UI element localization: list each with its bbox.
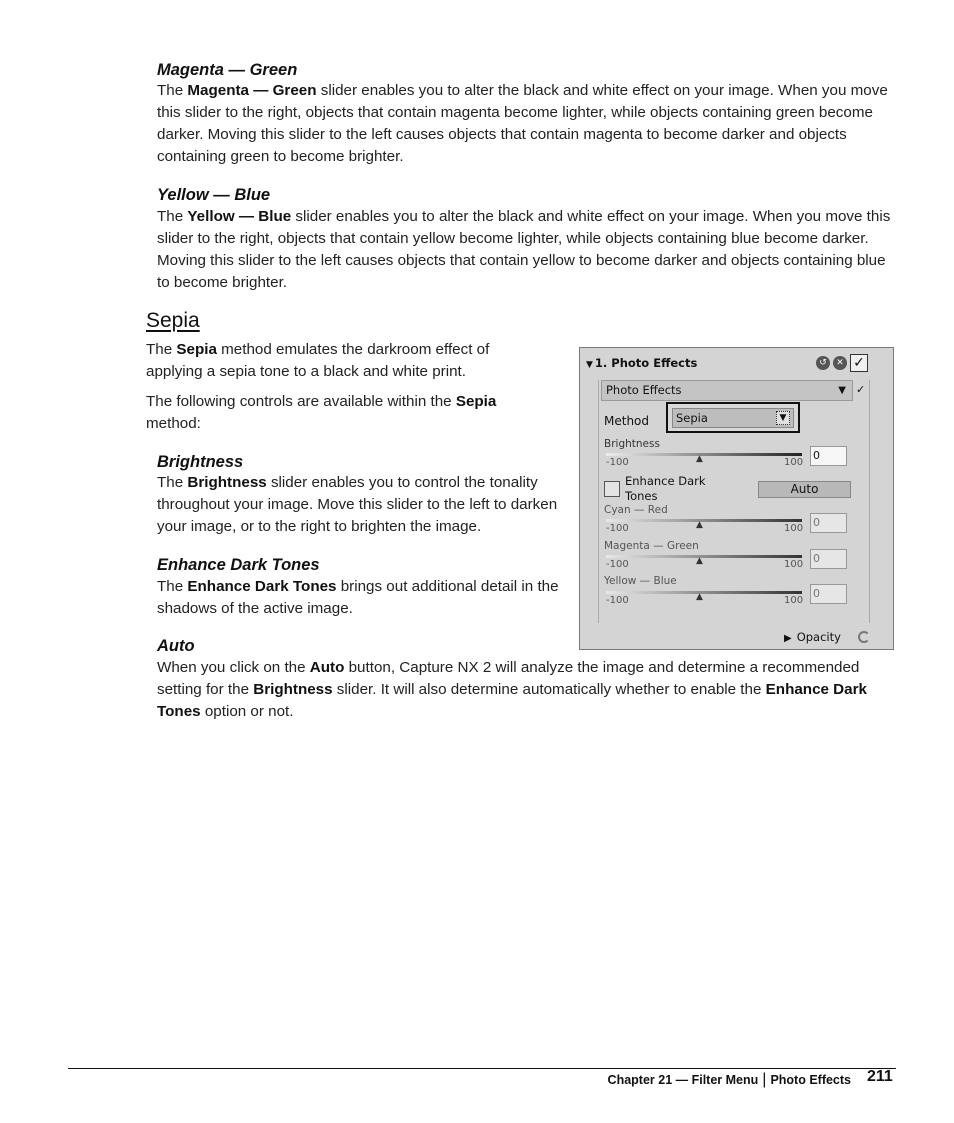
- brightness-range-min: -100: [606, 457, 629, 468]
- method-highlight-box: [666, 402, 800, 433]
- page-number: 211: [867, 1068, 893, 1085]
- magenta-green-paragraph: The Magenta — Green slider enables you to alter the black and white effect on your image. When you move this slider to the right, objects that contain magenta become lighter, while objects containing green become darker. Moving this slider to the left causes objects that contain magenta to become darker and objects containing green to become brighter.: [157, 82, 888, 165]
- sepia-intro-paragraph: The Sepia method emulates the darkroom effect of applying a sepia tone to a black and white print.: [146, 341, 490, 380]
- delete-icon[interactable]: ✕: [833, 356, 847, 370]
- magenta-green-range-min: -100: [606, 559, 629, 570]
- magenta-green-value-field[interactable]: 0: [810, 549, 847, 569]
- auto-paragraph: When you click on the Auto button, Capture NX 2 will analyze the image and determine a recommended setting for the Brightness slider. It will also determine automatically whether to enable the Enhance Dark Tones option or not.: [157, 659, 867, 720]
- brightness-range-max: 100: [784, 457, 804, 468]
- yellow-blue-slider-label: Yellow — Blue: [604, 575, 677, 587]
- magenta-green-slider-track[interactable]: [606, 555, 802, 558]
- effect-type-select[interactable]: Photo Effects ▼: [601, 380, 853, 401]
- sepia-controls-paragraph: The following controls are available within the Sepia method:: [146, 393, 497, 432]
- yellow-blue-heading: Yellow — Blue: [157, 186, 271, 204]
- yellow-blue-paragraph: The Yellow — Blue slider enables you to alter the black and white effect on your image. When you move this slider to the right, objects that contain yellow become lighter, while objects containing blue become darker. Moving this slider to the left causes objects that contain yellow to become darker and objects containing blue to become brighter.: [157, 208, 891, 291]
- expand-triangle-icon: ▶: [784, 633, 792, 644]
- auto-heading: Auto: [157, 637, 195, 655]
- enhance-dark-tones-heading: Enhance Dark Tones: [157, 556, 320, 574]
- panel-title[interactable]: ▼ 1. Photo Effects: [586, 356, 698, 370]
- opacity-circle-icon[interactable]: [858, 631, 870, 643]
- brightness-paragraph: The Brightness slider enables you to control the tonality throughout your image. Move this slider to the left to darken your image, or to the right to brighten the image.: [157, 474, 558, 535]
- collapse-triangle-icon[interactable]: ▼: [586, 360, 593, 370]
- yellow-blue-range-max: 100: [784, 595, 804, 606]
- enhance-dark-tones-paragraph: The Enhance Dark Tones brings out additional detail in the shadows of the active image.: [157, 578, 559, 617]
- cyan-red-slider-track[interactable]: [606, 519, 802, 522]
- brightness-heading: Brightness: [157, 453, 244, 471]
- yellow-blue-slider-track[interactable]: [606, 591, 802, 594]
- effect-option-icon[interactable]: ✓: [856, 383, 866, 396]
- cyan-red-range-min: -100: [606, 523, 629, 534]
- method-label: Method: [604, 414, 650, 428]
- apply-check-icon[interactable]: ✓: [850, 354, 868, 372]
- cyan-red-range-max: 100: [784, 523, 804, 534]
- cyan-red-slider-thumb[interactable]: ▲: [696, 520, 703, 530]
- enhance-dark-tones-checkbox[interactable]: [604, 481, 620, 497]
- method-select[interactable]: Sepia ▼: [672, 408, 794, 428]
- magenta-green-heading: Magenta — Green: [157, 61, 298, 79]
- auto-button[interactable]: Auto: [758, 481, 851, 498]
- yellow-blue-range-min: -100: [606, 595, 629, 606]
- yellow-blue-slider-thumb[interactable]: ▲: [696, 592, 703, 602]
- brightness-value-field[interactable]: 0: [810, 446, 847, 466]
- footer-rule: [68, 1068, 896, 1069]
- magenta-green-range-max: 100: [784, 559, 804, 570]
- magenta-green-slider-label: Magenta — Green: [604, 540, 699, 552]
- photo-effects-panel: [579, 347, 894, 650]
- yellow-blue-value-field[interactable]: 0: [810, 584, 847, 604]
- panel-header-icons: [816, 354, 868, 372]
- sepia-section-title: Sepia: [146, 309, 200, 332]
- reset-icon[interactable]: ↺: [816, 356, 830, 370]
- chevron-down-icon: ▼: [838, 385, 846, 396]
- magenta-green-slider-thumb[interactable]: ▲: [696, 556, 703, 566]
- opacity-toggle[interactable]: ▶ Opacity: [784, 630, 841, 644]
- cyan-red-value-field[interactable]: 0: [810, 513, 847, 533]
- cyan-red-slider-label: Cyan — Red: [604, 504, 668, 516]
- enhance-dark-tones-label: Enhance Dark Tones: [625, 474, 706, 503]
- footer-running-head: Chapter 21 — Filter Menu | Photo Effects: [607, 1071, 851, 1088]
- brightness-slider-track[interactable]: [606, 453, 802, 456]
- brightness-slider-label: Brightness: [604, 438, 660, 450]
- brightness-slider-thumb[interactable]: ▲: [696, 454, 703, 464]
- chevron-down-icon: ▼: [776, 411, 790, 425]
